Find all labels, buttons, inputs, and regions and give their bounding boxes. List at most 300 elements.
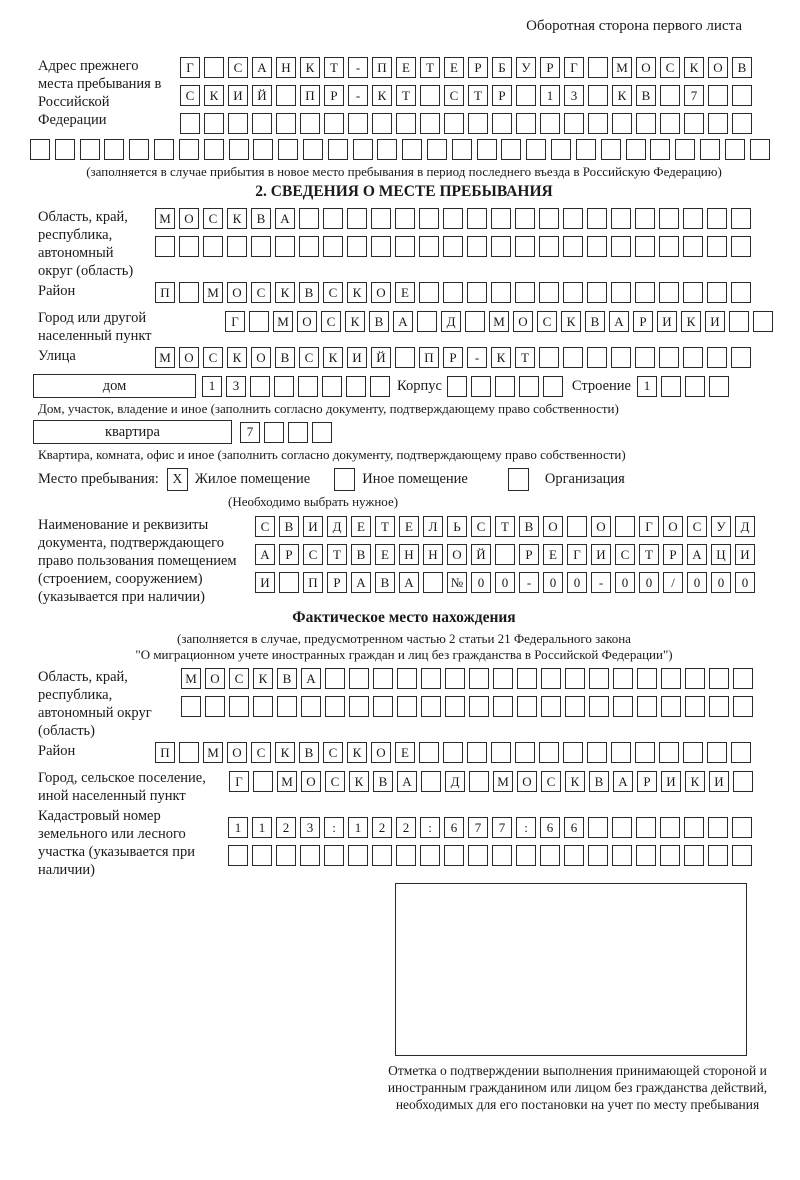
char-cell[interactable] bbox=[443, 236, 463, 257]
char-cell[interactable] bbox=[587, 208, 607, 229]
char-cell[interactable]: К bbox=[275, 742, 295, 763]
char-cell[interactable] bbox=[612, 113, 632, 134]
char-cell[interactable] bbox=[650, 139, 670, 160]
char-cell[interactable] bbox=[277, 696, 297, 717]
char-cell[interactable] bbox=[539, 236, 559, 257]
char-cell[interactable]: Р bbox=[540, 57, 560, 78]
char-cell[interactable] bbox=[396, 113, 416, 134]
char-cell[interactable]: № bbox=[447, 572, 467, 593]
char-cell[interactable] bbox=[636, 817, 656, 838]
char-cell[interactable] bbox=[427, 139, 447, 160]
char-cell[interactable] bbox=[325, 696, 345, 717]
char-cell[interactable] bbox=[349, 696, 369, 717]
char-cell[interactable]: 1 bbox=[540, 85, 560, 106]
char-cell[interactable]: К bbox=[565, 771, 585, 792]
char-cell[interactable]: Р bbox=[324, 85, 344, 106]
char-cell[interactable]: В bbox=[732, 57, 752, 78]
char-cell[interactable] bbox=[567, 516, 587, 537]
char-cell[interactable]: Ь bbox=[447, 516, 467, 537]
char-cell[interactable] bbox=[708, 817, 728, 838]
char-cell[interactable] bbox=[707, 742, 727, 763]
char-cell[interactable] bbox=[443, 742, 463, 763]
char-cell[interactable] bbox=[685, 376, 705, 397]
char-cell[interactable] bbox=[323, 236, 343, 257]
char-cell[interactable] bbox=[731, 742, 751, 763]
char-cell[interactable] bbox=[421, 668, 441, 689]
char-cell[interactable] bbox=[588, 845, 608, 866]
char-cell[interactable] bbox=[540, 845, 560, 866]
char-cell[interactable]: Т bbox=[324, 57, 344, 78]
char-cell[interactable] bbox=[563, 236, 583, 257]
char-cell[interactable] bbox=[469, 668, 489, 689]
char-cell[interactable]: М bbox=[203, 282, 223, 303]
char-cell[interactable]: И bbox=[303, 516, 323, 537]
char-cell[interactable]: О bbox=[543, 516, 563, 537]
char-cell[interactable]: Р bbox=[637, 771, 657, 792]
char-cell[interactable] bbox=[492, 845, 512, 866]
char-cell[interactable]: И bbox=[735, 544, 755, 565]
char-cell[interactable] bbox=[588, 817, 608, 838]
char-cell[interactable] bbox=[419, 236, 439, 257]
char-cell[interactable] bbox=[179, 236, 199, 257]
char-cell[interactable] bbox=[683, 282, 703, 303]
char-cell[interactable] bbox=[275, 236, 295, 257]
char-cell[interactable] bbox=[80, 139, 100, 160]
char-cell[interactable] bbox=[300, 845, 320, 866]
char-cell[interactable] bbox=[709, 668, 729, 689]
char-cell[interactable] bbox=[492, 113, 512, 134]
char-cell[interactable] bbox=[276, 85, 296, 106]
char-cell[interactable]: П bbox=[419, 347, 439, 368]
char-cell[interactable]: О bbox=[205, 668, 225, 689]
char-cell[interactable] bbox=[444, 845, 464, 866]
char-cell[interactable] bbox=[274, 376, 294, 397]
char-cell[interactable] bbox=[526, 139, 546, 160]
char-cell[interactable] bbox=[517, 696, 537, 717]
char-cell[interactable] bbox=[491, 236, 511, 257]
char-cell[interactable]: К bbox=[345, 311, 365, 332]
char-cell[interactable]: П bbox=[155, 742, 175, 763]
char-cell[interactable] bbox=[228, 113, 248, 134]
char-cell[interactable] bbox=[420, 845, 440, 866]
char-cell[interactable]: В bbox=[251, 208, 271, 229]
char-cell[interactable] bbox=[253, 696, 273, 717]
char-cell[interactable]: А bbox=[609, 311, 629, 332]
char-cell[interactable]: К bbox=[685, 771, 705, 792]
char-cell[interactable] bbox=[588, 113, 608, 134]
char-cell[interactable] bbox=[328, 139, 348, 160]
char-cell[interactable]: С bbox=[660, 57, 680, 78]
char-cell[interactable] bbox=[495, 544, 515, 565]
char-cell[interactable]: А bbox=[393, 311, 413, 332]
char-cell[interactable] bbox=[732, 85, 752, 106]
char-cell[interactable]: А bbox=[301, 668, 321, 689]
char-cell[interactable] bbox=[348, 113, 368, 134]
char-cell[interactable]: 0 bbox=[639, 572, 659, 593]
char-cell[interactable] bbox=[420, 113, 440, 134]
char-cell[interactable] bbox=[347, 236, 367, 257]
char-cell[interactable] bbox=[252, 845, 272, 866]
char-cell[interactable]: И bbox=[255, 572, 275, 593]
char-cell[interactable]: В bbox=[373, 771, 393, 792]
char-cell[interactable]: М bbox=[203, 742, 223, 763]
char-cell[interactable] bbox=[683, 742, 703, 763]
char-cell[interactable]: Е bbox=[351, 516, 371, 537]
char-cell[interactable] bbox=[372, 113, 392, 134]
char-cell[interactable] bbox=[397, 668, 417, 689]
char-cell[interactable]: Е bbox=[543, 544, 563, 565]
char-cell[interactable] bbox=[443, 208, 463, 229]
char-cell[interactable]: 2 bbox=[396, 817, 416, 838]
char-cell[interactable]: М bbox=[273, 311, 293, 332]
char-cell[interactable]: В bbox=[277, 668, 297, 689]
char-cell[interactable] bbox=[707, 282, 727, 303]
char-cell[interactable]: О bbox=[227, 742, 247, 763]
char-cell[interactable] bbox=[733, 668, 753, 689]
char-cell[interactable]: С bbox=[615, 544, 635, 565]
char-cell[interactable] bbox=[155, 236, 175, 257]
char-cell[interactable]: Ц bbox=[711, 544, 731, 565]
char-cell[interactable]: В bbox=[299, 742, 319, 763]
char-cell[interactable]: / bbox=[663, 572, 683, 593]
char-cell[interactable] bbox=[539, 282, 559, 303]
char-cell[interactable] bbox=[683, 208, 703, 229]
char-cell[interactable] bbox=[179, 742, 199, 763]
char-cell[interactable]: 7 bbox=[492, 817, 512, 838]
char-cell[interactable] bbox=[587, 742, 607, 763]
char-cell[interactable] bbox=[516, 845, 536, 866]
char-cell[interactable]: С bbox=[325, 771, 345, 792]
char-cell[interactable]: С bbox=[323, 282, 343, 303]
char-cell[interactable]: М bbox=[612, 57, 632, 78]
char-cell[interactable]: В bbox=[519, 516, 539, 537]
char-cell[interactable]: Р bbox=[443, 347, 463, 368]
char-cell[interactable] bbox=[587, 282, 607, 303]
char-cell[interactable]: 6 bbox=[564, 817, 584, 838]
char-cell[interactable]: А bbox=[351, 572, 371, 593]
char-cell[interactable]: : bbox=[516, 817, 536, 838]
char-cell[interactable] bbox=[181, 696, 201, 717]
char-cell[interactable] bbox=[468, 113, 488, 134]
char-cell[interactable]: И bbox=[657, 311, 677, 332]
char-cell[interactable] bbox=[419, 742, 439, 763]
char-cell[interactable]: Д bbox=[735, 516, 755, 537]
char-cell[interactable] bbox=[276, 845, 296, 866]
char-cell[interactable]: М bbox=[277, 771, 297, 792]
char-cell[interactable] bbox=[227, 236, 247, 257]
char-cell[interactable]: С bbox=[303, 544, 323, 565]
char-cell[interactable]: О bbox=[517, 771, 537, 792]
char-cell[interactable] bbox=[659, 742, 679, 763]
char-cell[interactable] bbox=[324, 845, 344, 866]
char-cell[interactable]: П bbox=[372, 57, 392, 78]
char-cell[interactable] bbox=[397, 696, 417, 717]
char-cell[interactable]: 3 bbox=[564, 85, 584, 106]
char-cell[interactable]: О bbox=[371, 742, 391, 763]
char-cell[interactable]: М bbox=[155, 208, 175, 229]
char-cell[interactable]: О bbox=[251, 347, 271, 368]
char-cell[interactable] bbox=[541, 696, 561, 717]
char-cell[interactable]: О bbox=[371, 282, 391, 303]
char-cell[interactable] bbox=[179, 139, 199, 160]
char-cell[interactable] bbox=[447, 376, 467, 397]
char-cell[interactable]: О bbox=[591, 516, 611, 537]
char-cell[interactable]: С bbox=[229, 668, 249, 689]
char-cell[interactable] bbox=[251, 236, 271, 257]
char-cell[interactable] bbox=[515, 236, 535, 257]
char-cell[interactable]: Т bbox=[327, 544, 347, 565]
char-cell[interactable] bbox=[732, 817, 752, 838]
char-cell[interactable]: 1 bbox=[637, 376, 657, 397]
char-cell[interactable]: И bbox=[705, 311, 725, 332]
char-cell[interactable] bbox=[477, 139, 497, 160]
char-cell[interactable] bbox=[471, 376, 491, 397]
char-cell[interactable]: Д bbox=[441, 311, 461, 332]
char-cell[interactable] bbox=[228, 845, 248, 866]
char-cell[interactable]: Е bbox=[395, 742, 415, 763]
char-cell[interactable] bbox=[419, 208, 439, 229]
char-cell[interactable]: Н bbox=[276, 57, 296, 78]
char-cell[interactable] bbox=[707, 347, 727, 368]
char-cell[interactable]: Г bbox=[229, 771, 249, 792]
char-cell[interactable]: С bbox=[228, 57, 248, 78]
char-cell[interactable] bbox=[707, 208, 727, 229]
char-cell[interactable]: 7 bbox=[240, 422, 260, 443]
char-cell[interactable]: К bbox=[612, 85, 632, 106]
char-cell[interactable]: В bbox=[351, 544, 371, 565]
char-cell[interactable] bbox=[279, 572, 299, 593]
char-cell[interactable]: В bbox=[275, 347, 295, 368]
char-cell[interactable] bbox=[278, 139, 298, 160]
char-cell[interactable]: 0 bbox=[687, 572, 707, 593]
char-cell[interactable] bbox=[588, 85, 608, 106]
char-cell[interactable] bbox=[684, 845, 704, 866]
char-cell[interactable] bbox=[732, 845, 752, 866]
char-cell[interactable]: С bbox=[687, 516, 707, 537]
char-cell[interactable]: Б bbox=[492, 57, 512, 78]
char-cell[interactable]: К bbox=[204, 85, 224, 106]
char-cell[interactable]: 0 bbox=[735, 572, 755, 593]
char-cell[interactable] bbox=[543, 376, 563, 397]
char-cell[interactable] bbox=[708, 113, 728, 134]
char-cell[interactable]: - bbox=[467, 347, 487, 368]
char-cell[interactable] bbox=[467, 282, 487, 303]
char-cell[interactable] bbox=[563, 347, 583, 368]
char-cell[interactable]: С bbox=[471, 516, 491, 537]
char-cell[interactable] bbox=[154, 139, 174, 160]
char-cell[interactable] bbox=[445, 696, 465, 717]
char-cell[interactable]: 6 bbox=[444, 817, 464, 838]
char-cell[interactable] bbox=[660, 817, 680, 838]
char-cell[interactable] bbox=[469, 771, 489, 792]
char-cell[interactable]: О bbox=[297, 311, 317, 332]
char-cell[interactable] bbox=[495, 376, 515, 397]
char-cell[interactable]: - bbox=[348, 57, 368, 78]
char-cell[interactable] bbox=[491, 208, 511, 229]
char-cell[interactable]: И bbox=[347, 347, 367, 368]
char-cell[interactable] bbox=[179, 282, 199, 303]
char-cell[interactable] bbox=[587, 236, 607, 257]
char-cell[interactable]: К bbox=[300, 57, 320, 78]
char-cell[interactable] bbox=[589, 668, 609, 689]
char-cell[interactable]: К bbox=[275, 282, 295, 303]
char-cell[interactable] bbox=[420, 85, 440, 106]
char-cell[interactable] bbox=[469, 696, 489, 717]
char-cell[interactable]: О bbox=[447, 544, 467, 565]
char-cell[interactable] bbox=[540, 113, 560, 134]
char-cell[interactable] bbox=[564, 845, 584, 866]
char-cell[interactable] bbox=[635, 236, 655, 257]
char-cell[interactable]: Л bbox=[423, 516, 443, 537]
checkbox-residential[interactable]: X bbox=[167, 468, 188, 491]
char-cell[interactable]: - bbox=[348, 85, 368, 106]
char-cell[interactable]: Р bbox=[663, 544, 683, 565]
char-cell[interactable] bbox=[515, 208, 535, 229]
char-cell[interactable]: Г bbox=[639, 516, 659, 537]
char-cell[interactable] bbox=[395, 208, 415, 229]
char-cell[interactable]: А bbox=[275, 208, 295, 229]
char-cell[interactable]: И bbox=[709, 771, 729, 792]
char-cell[interactable] bbox=[731, 282, 751, 303]
char-cell[interactable]: 7 bbox=[468, 817, 488, 838]
char-cell[interactable]: 0 bbox=[567, 572, 587, 593]
char-cell[interactable]: К bbox=[681, 311, 701, 332]
char-cell[interactable]: И bbox=[661, 771, 681, 792]
char-cell[interactable] bbox=[516, 113, 536, 134]
char-cell[interactable]: П bbox=[155, 282, 175, 303]
char-cell[interactable] bbox=[564, 113, 584, 134]
char-cell[interactable] bbox=[725, 139, 745, 160]
char-cell[interactable] bbox=[539, 347, 559, 368]
char-cell[interactable]: Н bbox=[423, 544, 443, 565]
char-cell[interactable]: С bbox=[203, 347, 223, 368]
char-cell[interactable] bbox=[563, 282, 583, 303]
char-cell[interactable]: - bbox=[519, 572, 539, 593]
char-cell[interactable] bbox=[576, 139, 596, 160]
char-cell[interactable] bbox=[371, 208, 391, 229]
char-cell[interactable] bbox=[661, 668, 681, 689]
char-cell[interactable] bbox=[683, 347, 703, 368]
char-cell[interactable]: Р bbox=[633, 311, 653, 332]
char-cell[interactable]: К bbox=[227, 208, 247, 229]
char-cell[interactable] bbox=[636, 113, 656, 134]
char-cell[interactable] bbox=[731, 236, 751, 257]
char-cell[interactable]: Г bbox=[567, 544, 587, 565]
char-cell[interactable] bbox=[516, 85, 536, 106]
char-cell[interactable]: : bbox=[324, 817, 344, 838]
char-cell[interactable] bbox=[55, 139, 75, 160]
char-cell[interactable] bbox=[589, 696, 609, 717]
char-cell[interactable] bbox=[700, 139, 720, 160]
char-cell[interactable]: К bbox=[349, 771, 369, 792]
char-cell[interactable] bbox=[517, 668, 537, 689]
char-cell[interactable] bbox=[635, 347, 655, 368]
char-cell[interactable] bbox=[611, 282, 631, 303]
char-cell[interactable]: У bbox=[711, 516, 731, 537]
char-cell[interactable] bbox=[675, 139, 695, 160]
char-cell[interactable] bbox=[468, 845, 488, 866]
char-cell[interactable] bbox=[493, 668, 513, 689]
char-cell[interactable] bbox=[683, 236, 703, 257]
char-cell[interactable] bbox=[637, 668, 657, 689]
char-cell[interactable] bbox=[396, 845, 416, 866]
char-cell[interactable]: К bbox=[253, 668, 273, 689]
char-cell[interactable] bbox=[423, 572, 443, 593]
char-cell[interactable] bbox=[661, 696, 681, 717]
char-cell[interactable] bbox=[377, 139, 397, 160]
char-cell[interactable] bbox=[588, 57, 608, 78]
char-cell[interactable]: Т bbox=[515, 347, 535, 368]
char-cell[interactable]: 0 bbox=[543, 572, 563, 593]
char-cell[interactable] bbox=[709, 376, 729, 397]
char-cell[interactable]: С bbox=[444, 85, 464, 106]
char-cell[interactable] bbox=[685, 668, 705, 689]
char-cell[interactable] bbox=[253, 771, 273, 792]
char-cell[interactable] bbox=[660, 845, 680, 866]
char-cell[interactable] bbox=[684, 817, 704, 838]
char-cell[interactable] bbox=[30, 139, 50, 160]
char-cell[interactable]: О bbox=[636, 57, 656, 78]
char-cell[interactable] bbox=[467, 208, 487, 229]
char-cell[interactable]: М bbox=[493, 771, 513, 792]
char-cell[interactable]: С bbox=[541, 771, 561, 792]
char-cell[interactable] bbox=[402, 139, 422, 160]
char-cell[interactable]: Р bbox=[327, 572, 347, 593]
char-cell[interactable]: О bbox=[179, 347, 199, 368]
char-cell[interactable]: Т bbox=[396, 85, 416, 106]
char-cell[interactable]: О bbox=[301, 771, 321, 792]
char-cell[interactable] bbox=[323, 208, 343, 229]
char-cell[interactable] bbox=[203, 236, 223, 257]
char-cell[interactable]: В bbox=[299, 282, 319, 303]
char-cell[interactable]: И bbox=[591, 544, 611, 565]
char-cell[interactable] bbox=[707, 236, 727, 257]
char-cell[interactable]: С bbox=[203, 208, 223, 229]
char-cell[interactable]: Д bbox=[327, 516, 347, 537]
char-cell[interactable] bbox=[322, 376, 342, 397]
char-cell[interactable] bbox=[539, 742, 559, 763]
char-cell[interactable] bbox=[249, 311, 269, 332]
char-cell[interactable] bbox=[417, 311, 437, 332]
char-cell[interactable]: К bbox=[491, 347, 511, 368]
char-cell[interactable] bbox=[515, 742, 535, 763]
char-cell[interactable] bbox=[348, 845, 368, 866]
char-cell[interactable]: 1 bbox=[252, 817, 272, 838]
char-cell[interactable] bbox=[612, 845, 632, 866]
char-cell[interactable]: А bbox=[399, 572, 419, 593]
char-cell[interactable] bbox=[563, 742, 583, 763]
checkbox-organization[interactable] bbox=[508, 468, 529, 491]
char-cell[interactable] bbox=[421, 771, 441, 792]
char-cell[interactable] bbox=[491, 282, 511, 303]
char-cell[interactable]: О bbox=[227, 282, 247, 303]
char-cell[interactable]: М bbox=[155, 347, 175, 368]
char-cell[interactable] bbox=[349, 668, 369, 689]
char-cell[interactable] bbox=[750, 139, 770, 160]
char-cell[interactable] bbox=[253, 139, 273, 160]
char-cell[interactable]: 3 bbox=[226, 376, 246, 397]
char-cell[interactable] bbox=[204, 57, 224, 78]
char-cell[interactable]: 0 bbox=[615, 572, 635, 593]
char-cell[interactable]: Г bbox=[180, 57, 200, 78]
char-cell[interactable] bbox=[372, 845, 392, 866]
char-cell[interactable]: О bbox=[513, 311, 533, 332]
char-cell[interactable] bbox=[301, 696, 321, 717]
char-cell[interactable] bbox=[204, 139, 224, 160]
char-cell[interactable] bbox=[443, 282, 463, 303]
char-cell[interactable]: Т bbox=[375, 516, 395, 537]
char-cell[interactable] bbox=[129, 139, 149, 160]
